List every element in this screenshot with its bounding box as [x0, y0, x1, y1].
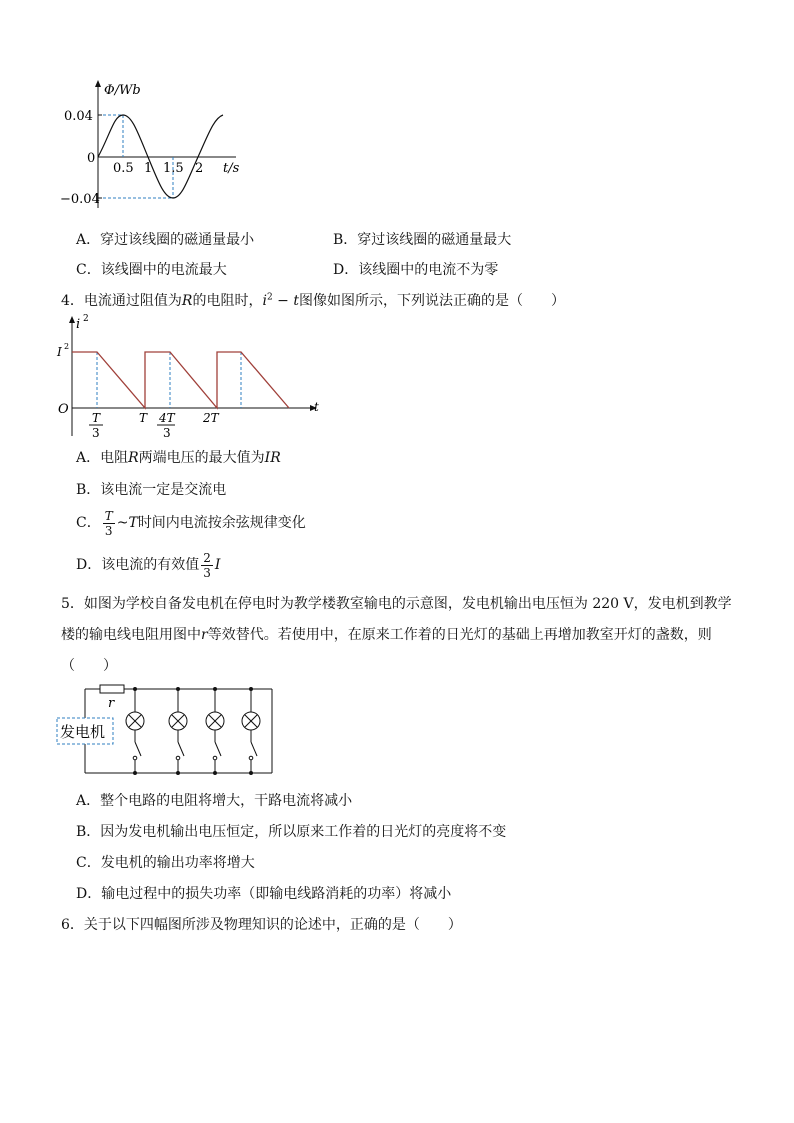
- q3-option-a[interactable]: A．穿过该线圈的磁通量最小: [76, 232, 255, 248]
- lamp-branch-1: [126, 687, 144, 775]
- tick-4t3-den: 3: [163, 426, 171, 440]
- origin-label: O: [58, 402, 69, 417]
- q3-option-c[interactable]: C．该线圈中的电流最大: [76, 262, 227, 278]
- q4-stem: 4．电流通过阻值为R的电阻时，$i^2 - t$图像如图所示，下列说法正确的是（ ）: [61, 292, 565, 309]
- lamp-branch-2: [169, 687, 187, 775]
- q6-stem: 6．关于以下四幅图所涉及物理知识的论述中，正确的是（ ）: [61, 917, 462, 933]
- switch-2: [178, 742, 184, 756]
- switch-3: [215, 742, 221, 756]
- q3-option-d[interactable]: D．该线圈中的电流不为零: [333, 262, 499, 278]
- x-tick-1.5: 1.5: [163, 161, 184, 176]
- q3-option-b[interactable]: B．穿过该线圈的磁通量最大: [333, 232, 512, 248]
- origin-label: 0: [87, 151, 96, 166]
- t-axis-label: t: [314, 400, 319, 414]
- y-axis-arrow: [95, 80, 101, 87]
- q5-option-c[interactable]: C．发电机的输出功率将增大: [76, 855, 255, 871]
- q5-stem-line2: 楼的输电线电阻用图中r等效替代。若使用中，在原来工作着的日光灯的基础上再增加教室开灯的盏数，则: [61, 627, 712, 643]
- fraction-t-over-3: $\frac{T}{3}$: [104, 508, 113, 538]
- resistor-label: r: [108, 696, 115, 711]
- q5-stem-line3: （ ）: [61, 658, 117, 674]
- tick-t3-num: T: [92, 411, 101, 425]
- svg-text:2: 2: [64, 342, 70, 351]
- line-resistor-r: [100, 685, 124, 693]
- i-squared-time-graph: [55, 312, 325, 442]
- i-squared-waveform: [72, 352, 289, 408]
- x-tick-2: 2: [195, 161, 204, 176]
- switch-1: [135, 742, 141, 756]
- x-tick-1: 1: [144, 161, 153, 176]
- lamp-branch-4: [242, 687, 260, 775]
- time-axis-label: t/s: [223, 161, 240, 176]
- y-tick-bottom: −0.04: [60, 192, 100, 207]
- generator-circuit-diagram: [55, 680, 285, 780]
- q4-option-b[interactable]: B．该电流一定是交流电: [76, 482, 227, 498]
- q4-option-c[interactable]: C． $\frac{T}{3}$ ~T时间内电流按余弦规律变化: [76, 508, 306, 538]
- i2-tick-label: I: [57, 345, 62, 359]
- q5-stem-line1: 5．如图为学校自备发电机在停电时为教学楼教室输电的示意图，发电机输出电压恒为 220 V，发电机到教学: [61, 596, 732, 612]
- flux-axis-label: Φ/Wb: [104, 83, 141, 98]
- x-tick-0.5: 0.5: [113, 161, 134, 176]
- q4-option-d[interactable]: D．该电流的有效值 $\frac{2}{3}$ I: [76, 550, 221, 580]
- tick-t: T: [139, 411, 148, 425]
- y-tick-top: 0.04: [64, 109, 93, 124]
- q5-option-a[interactable]: A．整个电路的电阻将增大，干路电流将减小: [76, 793, 353, 809]
- flux-time-graph: [60, 78, 250, 214]
- tick-t3-den: 3: [92, 426, 100, 440]
- q5-option-d[interactable]: D．输电过程中的损失功率（即输电线路消耗的功率）将减小: [76, 886, 452, 902]
- q5-option-b[interactable]: B．因为发电机输出电压恒定，所以原来工作着的日光灯的亮度将不变: [76, 824, 507, 840]
- tick-4t3-num: 4T: [159, 411, 175, 425]
- generator-label: 发电机: [60, 723, 106, 741]
- fraction-2-over-3: $\frac{2}{3}$: [203, 550, 211, 580]
- lamp-branch-3: [206, 687, 224, 775]
- svg-text:2: 2: [83, 314, 89, 324]
- tick-2t: 2T: [203, 411, 219, 425]
- switch-4: [251, 742, 257, 756]
- i2-axis-label: i: [76, 317, 81, 332]
- q4-option-a[interactable]: A．电阻R两端电压的最大值为IR: [76, 450, 281, 466]
